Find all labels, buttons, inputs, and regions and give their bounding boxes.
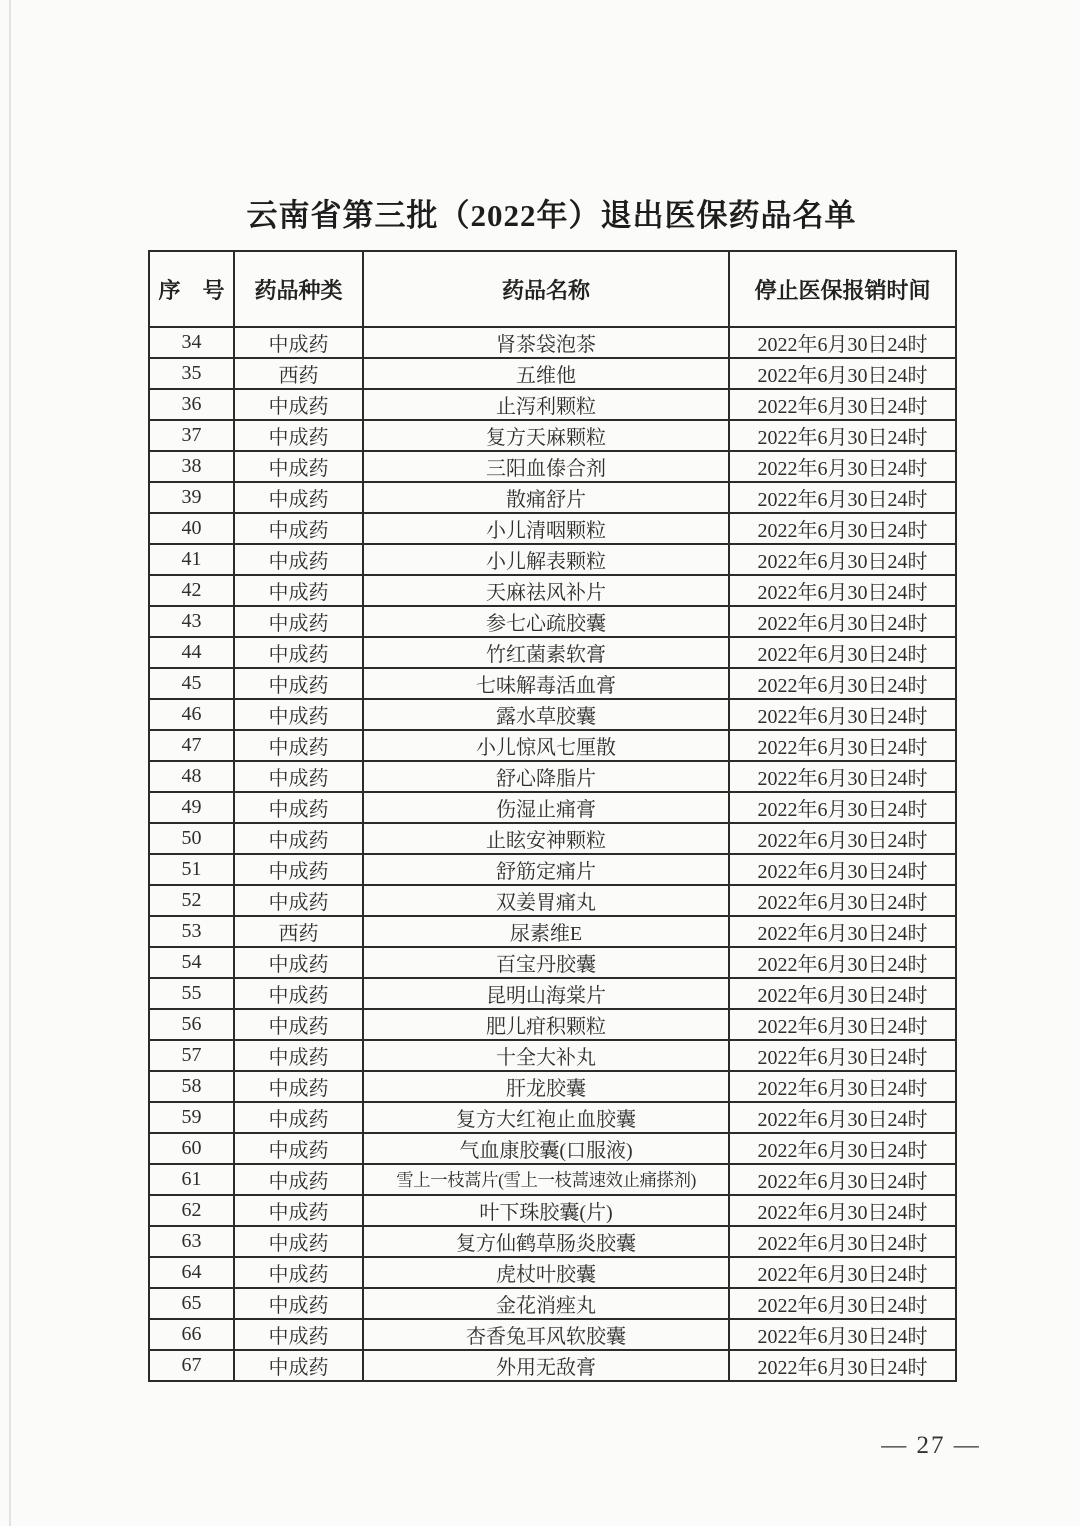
cell-no: 40 (149, 513, 234, 544)
cell-name: 三阳血傣合剂 (363, 451, 729, 482)
cell-stop-time: 2022年6月30日24时 (729, 1009, 956, 1040)
cell-stop-time: 2022年6月30日24时 (729, 1164, 956, 1195)
cell-stop-time: 2022年6月30日24时 (729, 1257, 956, 1288)
cell-name: 复方仙鹤草肠炎胶囊 (363, 1226, 729, 1257)
cell-stop-time: 2022年6月30日24时 (729, 1288, 956, 1319)
col-header-name: 药品名称 (363, 251, 729, 327)
cell-category: 西药 (234, 916, 363, 947)
page-title: 云南省第三批（2022年）退出医保药品名单 (246, 198, 857, 233)
table-row (149, 1350, 956, 1381)
cell-no: 43 (149, 606, 234, 637)
cell-name: 天麻祛风补片 (363, 575, 729, 606)
cell-category: 中成药 (234, 575, 363, 606)
cell-no: 50 (149, 823, 234, 854)
cell-category: 中成药 (234, 1071, 363, 1102)
scan-edge-artifact (9, 0, 11, 1526)
cell-category: 中成药 (234, 606, 363, 637)
table-row (149, 451, 956, 482)
cell-category: 中成药 (234, 1133, 363, 1164)
table-row (149, 885, 956, 916)
cell-no: 56 (149, 1009, 234, 1040)
cell-name: 参七心疏胶囊 (363, 606, 729, 637)
table-row (149, 1071, 956, 1102)
cell-stop-time: 2022年6月30日24时 (729, 761, 956, 792)
table-row (149, 637, 956, 668)
cell-stop-time: 2022年6月30日24时 (729, 327, 956, 358)
table-row (149, 575, 956, 606)
cell-category: 中成药 (234, 482, 363, 513)
cell-name: 雪上一枝蒿片(雪上一枝蒿速效止痛搽剂) (363, 1164, 729, 1195)
cell-name: 肝龙胶囊 (363, 1071, 729, 1102)
cell-no: 45 (149, 668, 234, 699)
page-number: — 27 — (881, 1432, 981, 1459)
cell-stop-time: 2022年6月30日24时 (729, 730, 956, 761)
cell-no: 49 (149, 792, 234, 823)
cell-name: 小儿解表颗粒 (363, 544, 729, 575)
cell-name: 尿素维E (363, 916, 729, 947)
table-row (149, 668, 956, 699)
cell-category: 中成药 (234, 513, 363, 544)
cell-stop-time: 2022年6月30日24时 (729, 451, 956, 482)
cell-name: 舒筋定痛片 (363, 854, 729, 885)
table-row (149, 792, 956, 823)
table-row (149, 606, 956, 637)
cell-stop-time: 2022年6月30日24时 (729, 389, 956, 420)
cell-category: 中成药 (234, 451, 363, 482)
cell-no: 47 (149, 730, 234, 761)
cell-name: 外用无敌膏 (363, 1350, 729, 1381)
cell-name: 复方大红袍止血胶囊 (363, 1102, 729, 1133)
cell-no: 38 (149, 451, 234, 482)
cell-category: 中成药 (234, 420, 363, 451)
cell-stop-time: 2022年6月30日24时 (729, 544, 956, 575)
cell-name: 止眩安神颗粒 (363, 823, 729, 854)
cell-name: 杏香兔耳风软胶囊 (363, 1319, 729, 1350)
cell-category: 中成药 (234, 885, 363, 916)
cell-no: 34 (149, 327, 234, 358)
cell-category: 中成药 (234, 668, 363, 699)
table-header-row (149, 251, 956, 327)
cell-category: 中成药 (234, 1164, 363, 1195)
cell-stop-time: 2022年6月30日24时 (729, 699, 956, 730)
cell-no: 59 (149, 1102, 234, 1133)
table-row (149, 358, 956, 389)
cell-stop-time: 2022年6月30日24时 (729, 1319, 956, 1350)
cell-no: 64 (149, 1257, 234, 1288)
cell-stop-time: 2022年6月30日24时 (729, 916, 956, 947)
table-row (149, 1257, 956, 1288)
col-header-stop-time: 停止医保报销时间 (729, 251, 956, 327)
cell-no: 41 (149, 544, 234, 575)
cell-no: 53 (149, 916, 234, 947)
cell-stop-time: 2022年6月30日24时 (729, 1350, 956, 1381)
cell-no: 44 (149, 637, 234, 668)
table-row (149, 761, 956, 792)
table-row (149, 823, 956, 854)
cell-no: 52 (149, 885, 234, 916)
cell-name: 肥儿疳积颗粒 (363, 1009, 729, 1040)
cell-category: 西药 (234, 358, 363, 389)
cell-name: 肾茶袋泡茶 (363, 327, 729, 358)
cell-no: 60 (149, 1133, 234, 1164)
cell-stop-time: 2022年6月30日24时 (729, 1195, 956, 1226)
cell-category: 中成药 (234, 1350, 363, 1381)
cell-category: 中成药 (234, 1102, 363, 1133)
cell-no: 42 (149, 575, 234, 606)
cell-name: 散痛舒片 (363, 482, 729, 513)
table-row (149, 1195, 956, 1226)
table-row (149, 1102, 956, 1133)
cell-name: 十全大补丸 (363, 1040, 729, 1071)
table-row (149, 947, 956, 978)
cell-category: 中成药 (234, 389, 363, 420)
col-header-no: 序 号 (149, 251, 234, 327)
cell-category: 中成药 (234, 699, 363, 730)
cell-no: 55 (149, 978, 234, 1009)
cell-name: 七味解毒活血膏 (363, 668, 729, 699)
cell-name: 竹红菌素软膏 (363, 637, 729, 668)
cell-category: 中成药 (234, 947, 363, 978)
cell-name: 百宝丹胶囊 (363, 947, 729, 978)
table-row (149, 327, 956, 358)
cell-no: 63 (149, 1226, 234, 1257)
cell-no: 66 (149, 1319, 234, 1350)
table-row (149, 1288, 956, 1319)
table-row (149, 1319, 956, 1350)
cell-stop-time: 2022年6月30日24时 (729, 420, 956, 451)
table-row (149, 420, 956, 451)
cell-no: 61 (149, 1164, 234, 1195)
cell-category: 中成药 (234, 1257, 363, 1288)
cell-category: 中成药 (234, 637, 363, 668)
cell-name: 露水草胶囊 (363, 699, 729, 730)
cell-stop-time: 2022年6月30日24时 (729, 823, 956, 854)
cell-category: 中成药 (234, 1226, 363, 1257)
cell-category: 中成药 (234, 1195, 363, 1226)
cell-category: 中成药 (234, 1040, 363, 1071)
cell-stop-time: 2022年6月30日24时 (729, 637, 956, 668)
cell-stop-time: 2022年6月30日24时 (729, 1040, 956, 1071)
table-row (149, 389, 956, 420)
cell-stop-time: 2022年6月30日24时 (729, 606, 956, 637)
cell-name: 叶下珠胶囊(片) (363, 1195, 729, 1226)
cell-stop-time: 2022年6月30日24时 (729, 1102, 956, 1133)
cell-stop-time: 2022年6月30日24时 (729, 1071, 956, 1102)
col-header-category: 药品种类 (234, 251, 363, 327)
cell-stop-time: 2022年6月30日24时 (729, 1226, 956, 1257)
table-body (149, 327, 956, 1381)
cell-name: 五维他 (363, 358, 729, 389)
cell-no: 67 (149, 1350, 234, 1381)
table-row (149, 1226, 956, 1257)
cell-stop-time: 2022年6月30日24时 (729, 358, 956, 389)
cell-stop-time: 2022年6月30日24时 (729, 482, 956, 513)
cell-name: 金花消痤丸 (363, 1288, 729, 1319)
cell-stop-time: 2022年6月30日24时 (729, 885, 956, 916)
cell-name: 小儿惊风七厘散 (363, 730, 729, 761)
cell-stop-time: 2022年6月30日24时 (729, 854, 956, 885)
cell-category: 中成药 (234, 1009, 363, 1040)
cell-category: 中成药 (234, 761, 363, 792)
cell-no: 58 (149, 1071, 234, 1102)
cell-category: 中成药 (234, 792, 363, 823)
table-row (149, 916, 956, 947)
cell-no: 54 (149, 947, 234, 978)
table-row (149, 544, 956, 575)
cell-no: 57 (149, 1040, 234, 1071)
table-header (149, 251, 956, 327)
cell-category: 中成药 (234, 823, 363, 854)
table-row (149, 1009, 956, 1040)
cell-name: 舒心降脂片 (363, 761, 729, 792)
cell-category: 中成药 (234, 1319, 363, 1350)
cell-stop-time: 2022年6月30日24时 (729, 668, 956, 699)
cell-stop-time: 2022年6月30日24时 (729, 1133, 956, 1164)
cell-name: 虎杖叶胶囊 (363, 1257, 729, 1288)
cell-name: 小儿清咽颗粒 (363, 513, 729, 544)
cell-no: 62 (149, 1195, 234, 1226)
cell-no: 51 (149, 854, 234, 885)
cell-stop-time: 2022年6月30日24时 (729, 792, 956, 823)
cell-name: 止泻利颗粒 (363, 389, 729, 420)
table-row (149, 513, 956, 544)
cell-name: 气血康胶囊(口服液) (363, 1133, 729, 1164)
table-row (149, 730, 956, 761)
cell-category: 中成药 (234, 730, 363, 761)
cell-category: 中成药 (234, 978, 363, 1009)
cell-no: 36 (149, 389, 234, 420)
cell-category: 中成药 (234, 544, 363, 575)
cell-name: 双姜胃痛丸 (363, 885, 729, 916)
cell-name: 昆明山海棠片 (363, 978, 729, 1009)
cell-category: 中成药 (234, 1288, 363, 1319)
cell-stop-time: 2022年6月30日24时 (729, 947, 956, 978)
cell-stop-time: 2022年6月30日24时 (729, 978, 956, 1009)
cell-name: 伤湿止痛膏 (363, 792, 729, 823)
cell-no: 65 (149, 1288, 234, 1319)
cell-category: 中成药 (234, 327, 363, 358)
cell-name: 复方天麻颗粒 (363, 420, 729, 451)
cell-no: 39 (149, 482, 234, 513)
cell-no: 46 (149, 699, 234, 730)
table-row (149, 482, 956, 513)
table-row (149, 1164, 956, 1195)
table-row (149, 854, 956, 885)
cell-no: 37 (149, 420, 234, 451)
cell-no: 48 (149, 761, 234, 792)
cell-category: 中成药 (234, 854, 363, 885)
table-row (149, 699, 956, 730)
cell-stop-time: 2022年6月30日24时 (729, 575, 956, 606)
table-row (149, 1133, 956, 1164)
cell-stop-time: 2022年6月30日24时 (729, 513, 956, 544)
drug-table (148, 250, 957, 1382)
table-row (149, 978, 956, 1009)
table-row (149, 1040, 956, 1071)
cell-no: 35 (149, 358, 234, 389)
